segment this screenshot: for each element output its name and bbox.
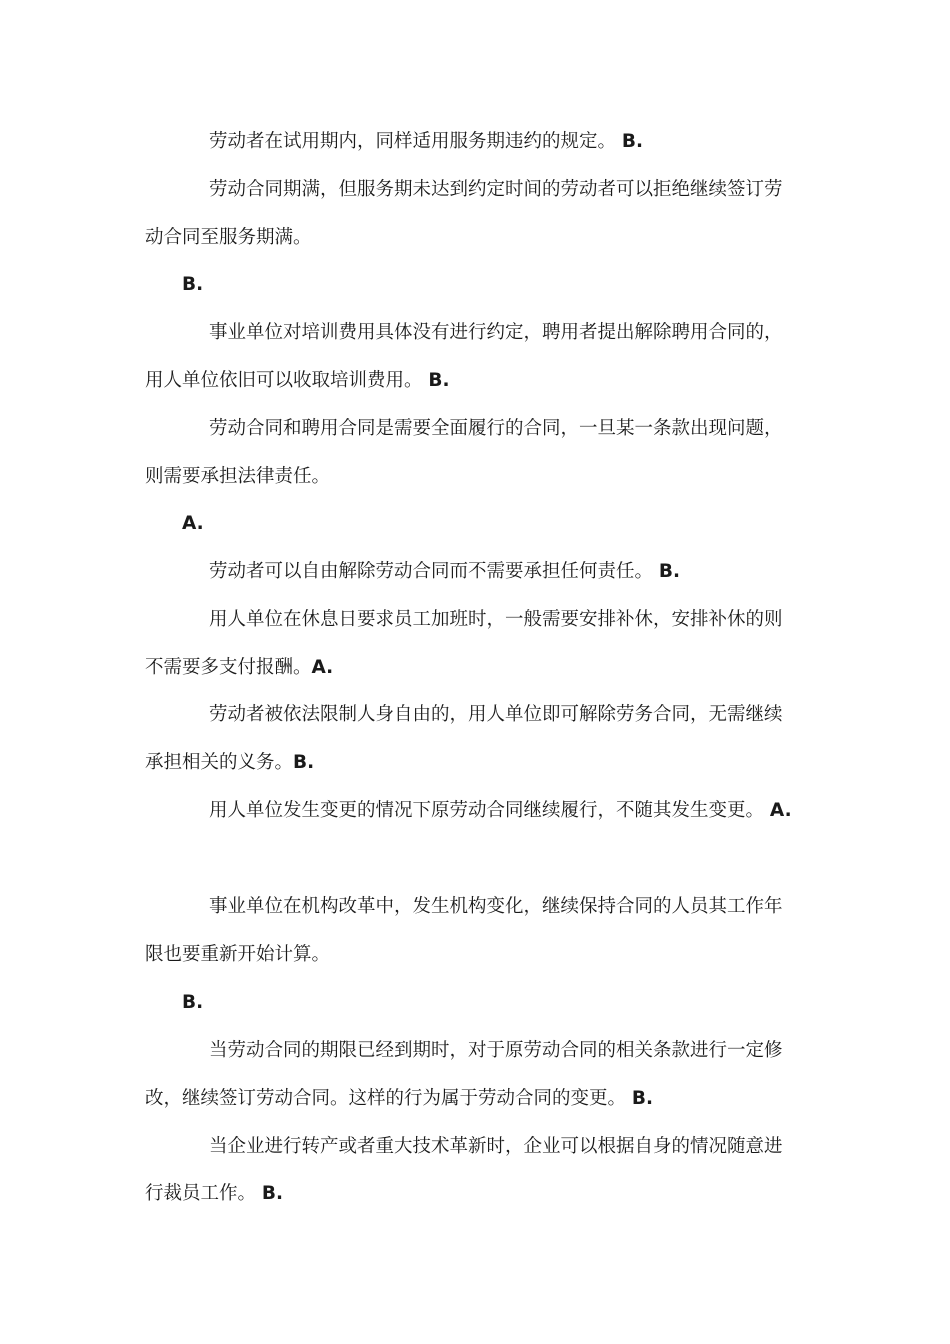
question-10-continuation: [145, 1087, 825, 1111]
answer-label: B.: [621, 131, 644, 152]
answer-label: B.: [182, 274, 204, 295]
answer-label: A.: [769, 800, 792, 821]
answer-label: B.: [658, 561, 681, 582]
answer-label: B.: [631, 1088, 654, 1109]
question-6: 用人单位在休息日要求员工加班时，一般需要安排补休，安排补休的则: [209, 609, 783, 630]
question-7-continuation: [145, 751, 825, 775]
question-7: 劳动者被依法限制人身自由的，用人单位即可解除劳务合同，无需继续: [209, 704, 783, 725]
question-11: 当企业进行转产或者重大技术革新时，企业可以根据自身的情况随意进: [209, 1136, 783, 1157]
question-11-continuation: [145, 1182, 825, 1206]
question-5: [209, 560, 829, 584]
answer-label: A.: [182, 513, 204, 534]
question-2-continuation: 动合同至服务期满。: [145, 227, 312, 248]
answer-label: B.: [293, 752, 315, 773]
question-9-continuation: 限也要重新开始计算。: [145, 944, 331, 965]
answer-label: B.: [261, 1183, 284, 1204]
question-10: 当劳动合同的期限已经到期时，对于原劳动合同的相关条款进行一定修: [209, 1040, 783, 1061]
question-8: [209, 799, 829, 823]
question-text: 用人单位依旧可以收取培训费用。: [145, 370, 423, 391]
question-3-continuation: [145, 369, 825, 393]
question-6-continuation: [145, 656, 825, 680]
question-text: 用人单位发生变更的情况下原劳动合同继续履行，不随其发生变更。: [209, 800, 765, 821]
question-9: 事业单位在机构改革中，发生机构变化，继续保持合同的人员其工作年: [209, 896, 783, 917]
question-text: 承担相关的义务。: [145, 752, 294, 773]
question-text: 劳动者在试用期内，同样适用服务期违约的规定。: [209, 131, 617, 152]
question-3: 事业单位对培训费用具体没有进行约定，聘用者提出解除聘用合同的，: [209, 322, 783, 343]
question-text: 行裁员工作。: [145, 1183, 257, 1204]
question-text: 劳动者可以自由解除劳动合同而不需要承担任何责任。: [209, 561, 654, 582]
question-1: [209, 130, 829, 154]
answer-label: B.: [428, 370, 450, 391]
answer-label: B.: [182, 992, 204, 1013]
question-text: 改，继续签订劳动合同。这样的行为属于劳动合同的变更。: [145, 1088, 627, 1109]
question-4: 劳动合同和聘用合同是需要全面履行的合同，一旦某一条款出现问题，: [209, 418, 783, 439]
answer-label: A.: [311, 657, 334, 678]
question-text: 不需要多支付报酬。: [145, 657, 312, 678]
question-4-continuation: 则需要承担法律责任。: [145, 466, 331, 487]
question-2: 劳动合同期满，但服务期未达到约定时间的劳动者可以拒绝继续签订劳: [209, 179, 783, 200]
